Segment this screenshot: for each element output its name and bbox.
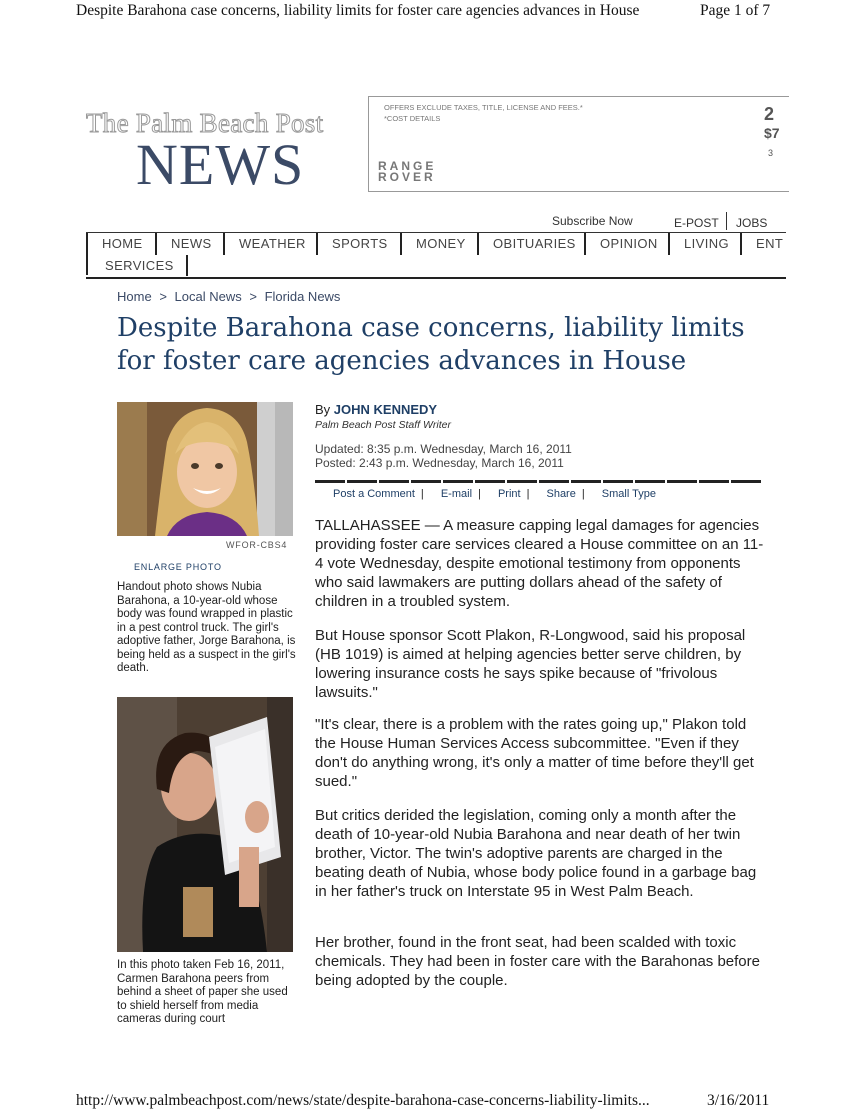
print-header-title: Despite Barahona case concerns, liability limits for foster care agencies advances in House xyxy=(76,2,640,19)
ad-price-amount: $7 xyxy=(764,125,780,141)
toolbar-separator: | xyxy=(526,488,530,500)
breadcrumb-separator: > xyxy=(159,289,167,304)
nav-news[interactable]: NEWS xyxy=(171,236,212,251)
ad-brand-line1: RANGE xyxy=(378,159,437,173)
photo-credit: WFOR-CBS4 xyxy=(226,540,288,550)
subscribe-link[interactable]: Subscribe Now xyxy=(552,214,633,228)
photo-caption: In this photo taken Feb 16, 2011, Carmen Barahona peers from behind a sheet of paper she used to shield herself from media cameras during court xyxy=(117,959,288,1025)
nav-divider xyxy=(740,233,742,255)
nav-opinion[interactable]: OPINION xyxy=(600,236,658,251)
nav-divider xyxy=(584,233,586,255)
author-title: Palm Beach Post Staff Writer xyxy=(315,419,451,431)
share-link[interactable]: Share xyxy=(546,488,576,500)
ad-brand-line2: ROVER xyxy=(378,170,436,184)
nav-obituaries[interactable]: OBITUARIES xyxy=(493,236,576,251)
article-paragraph: TALLAHASSEE — A measure capping legal damages for agencies providing foster care services cleared a House committee on an 11-4 vote Wednesday, despite emotional testimony from opponents who said lawmakers are putting dollars ahead of the safety of children in a troubled system. xyxy=(315,517,764,610)
nav-divider xyxy=(186,255,188,276)
masthead-section-title: NEWS xyxy=(136,132,305,197)
nav-services[interactable]: SERVICES xyxy=(105,258,174,273)
nav-divider xyxy=(400,233,402,255)
article-paragraph: "It's clear, there is a problem with the rates going up," Plakon told the House Human Services Access subcommittee. "Even if they don't do anything wrong, it's only a matter of time before they'll get sued." xyxy=(315,716,754,790)
breadcrumb xyxy=(117,289,344,304)
byline xyxy=(315,402,437,417)
nav-divider xyxy=(223,233,225,255)
post-comment-link[interactable]: Post a Comment xyxy=(333,488,415,500)
nav-divider xyxy=(155,233,157,255)
breadcrumb-home[interactable]: Home xyxy=(117,289,152,304)
ad-cost-details[interactable]: *COST DETAILS xyxy=(384,114,441,123)
jobs-link[interactable]: JOBS xyxy=(736,216,768,230)
posted-timestamp: Posted: 2:43 p.m. Wednesday, March 16, 2011 xyxy=(315,456,564,470)
toolbar-rule xyxy=(315,480,763,483)
masthead-logo-text[interactable]: The Palm Beach Post xyxy=(86,108,324,138)
print-footer-url[interactable]: http://www.palmbeachpost.com/news/state/despite-barahona-case-concerns-liability-limits... xyxy=(76,1092,650,1109)
print-page-number: Page 1 of 7 xyxy=(700,2,771,19)
article-headline: Despite Barahona case concerns, liability limits for foster care agencies advances in House xyxy=(117,313,745,376)
utility-divider xyxy=(726,212,727,230)
nav-weather[interactable]: WEATHER xyxy=(239,236,306,251)
email-link[interactable]: E-mail xyxy=(440,488,473,500)
photo-carmen-barahona[interactable] xyxy=(117,697,293,952)
nav-sports[interactable]: SPORTS xyxy=(332,236,388,251)
article-paragraph: Her brother, found in the front seat, had been scalded with toxic chemicals. They had been in foster care with the Barahonas before being adopted by the couple. xyxy=(315,934,760,989)
updated-timestamp: Updated: 8:35 p.m. Wednesday, March 16, 2011 xyxy=(315,442,572,456)
author-name[interactable]: JOHN KENNEDY xyxy=(333,402,438,417)
print-footer-date: 3/16/2011 xyxy=(707,1092,770,1109)
nav-divider xyxy=(668,233,670,255)
print-link[interactable]: Print xyxy=(497,488,521,500)
ad-price-digit: 2 xyxy=(764,104,775,124)
nav-divider xyxy=(86,233,88,275)
ad-price-small: 3 xyxy=(768,148,774,158)
photo-nubia-image xyxy=(117,402,293,536)
nav-divider xyxy=(316,233,318,255)
ad-disclaimer: OFFERS EXCLUDE TAXES, TITLE, LICENSE AND FEES.* xyxy=(384,103,583,112)
article-toolbar xyxy=(333,488,662,500)
breadcrumb-florida-news[interactable]: Florida News xyxy=(264,289,341,304)
breadcrumb-separator: > xyxy=(249,289,257,304)
nav-living[interactable]: LIVING xyxy=(684,236,730,251)
nav-divider xyxy=(477,233,479,255)
photo-nubia-barahona[interactable] xyxy=(117,402,293,536)
nav-money[interactable]: MONEY xyxy=(416,236,466,251)
nav-entertainment[interactable]: ENT xyxy=(756,236,784,251)
toolbar-separator: | xyxy=(581,488,585,500)
nav-home[interactable]: HOME xyxy=(102,236,143,251)
byline-prefix: By xyxy=(315,402,331,417)
article-paragraph: But critics derided the legislation, coming only a month after the death of 10-year-old Nubia Barahona and near death of her twin brother, Victor. The twin's adoptive parents are charged in the beating death of Nubia, whose body police found in a garbage bag in her father's truck on Interstate 95 in West Palm Beach. xyxy=(315,807,757,900)
toolbar-separator: | xyxy=(420,488,424,500)
enlarge-photo-link[interactable]: ENLARGE PHOTO xyxy=(134,562,222,572)
photo-carmen-image xyxy=(117,697,293,952)
epost-link[interactable]: E-POST xyxy=(674,216,719,230)
photo-caption: Handout photo shows Nubia Barahona, a 10-year-old whose body was found wrapped in plastic in a pest control truck. The girl's adoptive father, Jorge Barahona, is being held as a suspect in the girl's death. xyxy=(117,581,296,674)
article-paragraph: But House sponsor Scott Plakon, R-Longwood, said his proposal (HB 1019) is aimed at helping agencies better serve children, by lowering insurance costs he says spike because of "frivolous lawsuits." xyxy=(315,627,746,701)
small-type-link[interactable]: Small Type xyxy=(601,488,656,500)
toolbar-separator: | xyxy=(478,488,481,500)
breadcrumb-local-news[interactable]: Local News xyxy=(174,289,242,304)
